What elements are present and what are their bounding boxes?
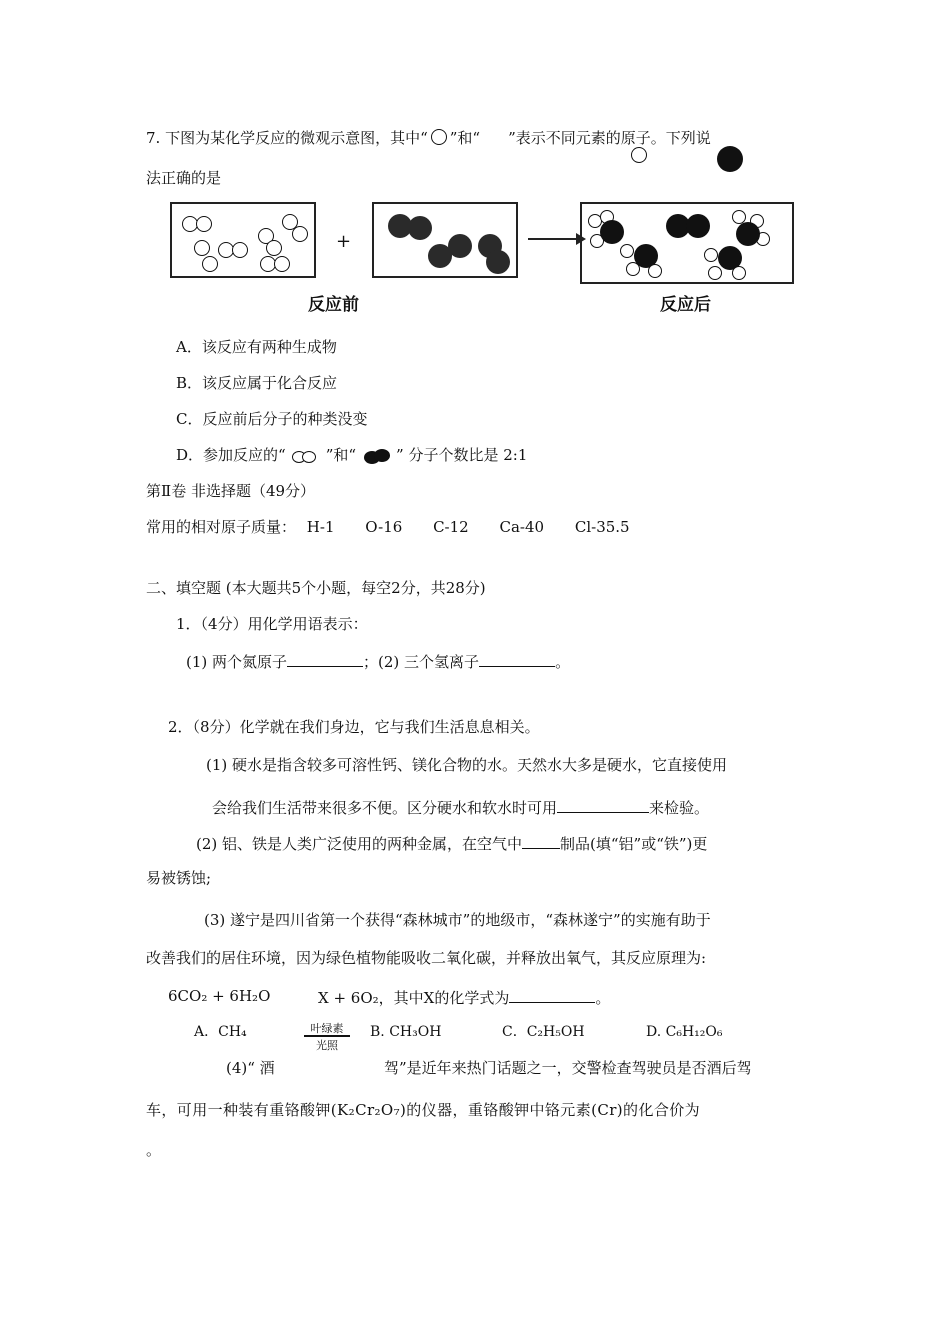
before-box-left [170, 202, 316, 278]
mass-ca: Ca-40 [499, 518, 545, 536]
eq-option-a: A．CH₄ [194, 1024, 247, 1040]
part2-title: 第Ⅱ卷 非选择题（49分） [146, 482, 316, 500]
equation-right-text: X + 6O₂，其中X的化学式为 [318, 989, 510, 1007]
eq-option-c: C．C₂H₅OH [502, 1024, 585, 1040]
white-atom-icon [431, 129, 447, 145]
q7-option-c: C．反应前后分子的种类没变 [176, 410, 368, 428]
answer-blank-nitrogen-atoms[interactable] [287, 650, 363, 667]
reaction-arrow [528, 238, 580, 240]
q2-1-line1: (1) 硬水是指含较多可溶性钙、镁化合物的水。天然水大多是硬水，它直接使用 [206, 756, 728, 774]
q2-1-line2-pre: 会给我们生活带来很多不便。区分硬水和软水时可用 [212, 799, 558, 817]
q2-3-line2: 改善我们的居住环境，因为绿色植物能吸收二氧化碳，并释放出氧气，其反应原理为: [146, 949, 707, 967]
q2-4-line2: 车，可用一种装有重铬酸钾(K₂Cr₂O₇)的仪器，重铬酸钾中铬元素(Cr)的化合价为 [146, 1101, 701, 1119]
answer-blank-hard-water-test[interactable] [557, 796, 649, 813]
black-molecule-icon [356, 447, 396, 463]
q2-title: 2．（8分）化学就在我们身边，它与我们生活息息相关。 [168, 718, 540, 736]
q2-4-line1-post: 驾”是近年来热门话题之一，交警检查驾驶员是否酒后驾 [384, 1059, 752, 1077]
q2-4-line3: 。 [146, 1141, 162, 1159]
mass-o: O-16 [365, 518, 403, 536]
q1-end: 。 [555, 653, 571, 671]
eq-option-b: B. CH₃OH [370, 1024, 442, 1040]
black-atom-icon [717, 146, 743, 172]
q7-option-d [176, 445, 527, 465]
mass-h: H-1 [306, 518, 335, 536]
equation-right [318, 986, 610, 1008]
q1-subquestions [186, 650, 570, 672]
eq-option-d: D. C₆H₁₂O₆ [646, 1024, 723, 1040]
q1-sub1-label: (1) 两个氮原子 [186, 653, 288, 671]
q2-4-line1-pre: (4)“ 酒 [226, 1059, 275, 1077]
q7-option-d-pre: D．参加反应的“ [176, 446, 286, 464]
equation-left: 6CO₂ + 6H₂O [168, 987, 271, 1005]
after-box [580, 202, 794, 284]
q7-stem-pre: 7. 下图为某化学反应的微观示意图，其中“ [146, 129, 428, 147]
q7-option-a: A．该反应有两种生成物 [176, 338, 337, 356]
plus-sign: + [336, 231, 352, 252]
atomic-masses-line [146, 517, 630, 537]
q2-2-line2: 易被锈蚀; [146, 869, 212, 887]
mass-c: C-12 [433, 518, 469, 536]
white-molecule-icon [286, 447, 326, 463]
q2-1-line2 [212, 796, 709, 818]
caption-before: 反应前 [308, 295, 359, 315]
q7-option-d-mid: ”和“ [325, 446, 357, 464]
q1-sep: ；(2) 三个氢离子 [363, 653, 480, 671]
q7-stem-mid: ”和“ [449, 129, 481, 147]
section2-header: 二、填空题 (本大题共5个小题，每空2分，共28分) [146, 579, 486, 597]
answer-blank-formula-x[interactable] [509, 986, 595, 1003]
equation-end: 。 [595, 989, 611, 1007]
q2-3-line1: (3) 遂宁是四川省第一个获得“森林城市”的地级市，“森林遂宁”的实施有助于 [204, 911, 711, 929]
q7-stem-post: ”表示不同元素的原子。下列说 [508, 129, 711, 147]
q2-2-line1-post: 制品(填“铝”或“铁”)更 [560, 835, 708, 853]
condition-bottom: 光照 [316, 1039, 338, 1052]
q7-stem-line2: 法正确的是 [146, 169, 222, 187]
mass-cl: Cl-35.5 [574, 518, 630, 536]
before-box-right [372, 202, 518, 278]
q2-2-line1 [196, 832, 707, 854]
answer-blank-hydrogen-ions[interactable] [479, 650, 555, 667]
caption-after: 反应后 [660, 295, 711, 315]
answer-blank-metal[interactable] [522, 832, 560, 849]
q7-stem-line1 [146, 128, 711, 148]
reaction-diagram [168, 198, 798, 318]
q1-title: 1．（4分）用化学用语表示： [176, 615, 368, 633]
masses-label: 常用的相对原子质量： [146, 518, 297, 536]
q7-option-d-post: ” 分子个数比是 2:1 [396, 446, 528, 464]
q7-option-b: B．该反应属于化合反应 [176, 374, 338, 392]
q2-1-line2-post: 来检验。 [649, 799, 710, 817]
white-atom-icon [631, 147, 647, 163]
condition-top: 叶绿素 [310, 1022, 344, 1035]
q2-2-line1-pre: (2) 铝、铁是人类广泛使用的两种金属，在空气中 [196, 835, 523, 853]
